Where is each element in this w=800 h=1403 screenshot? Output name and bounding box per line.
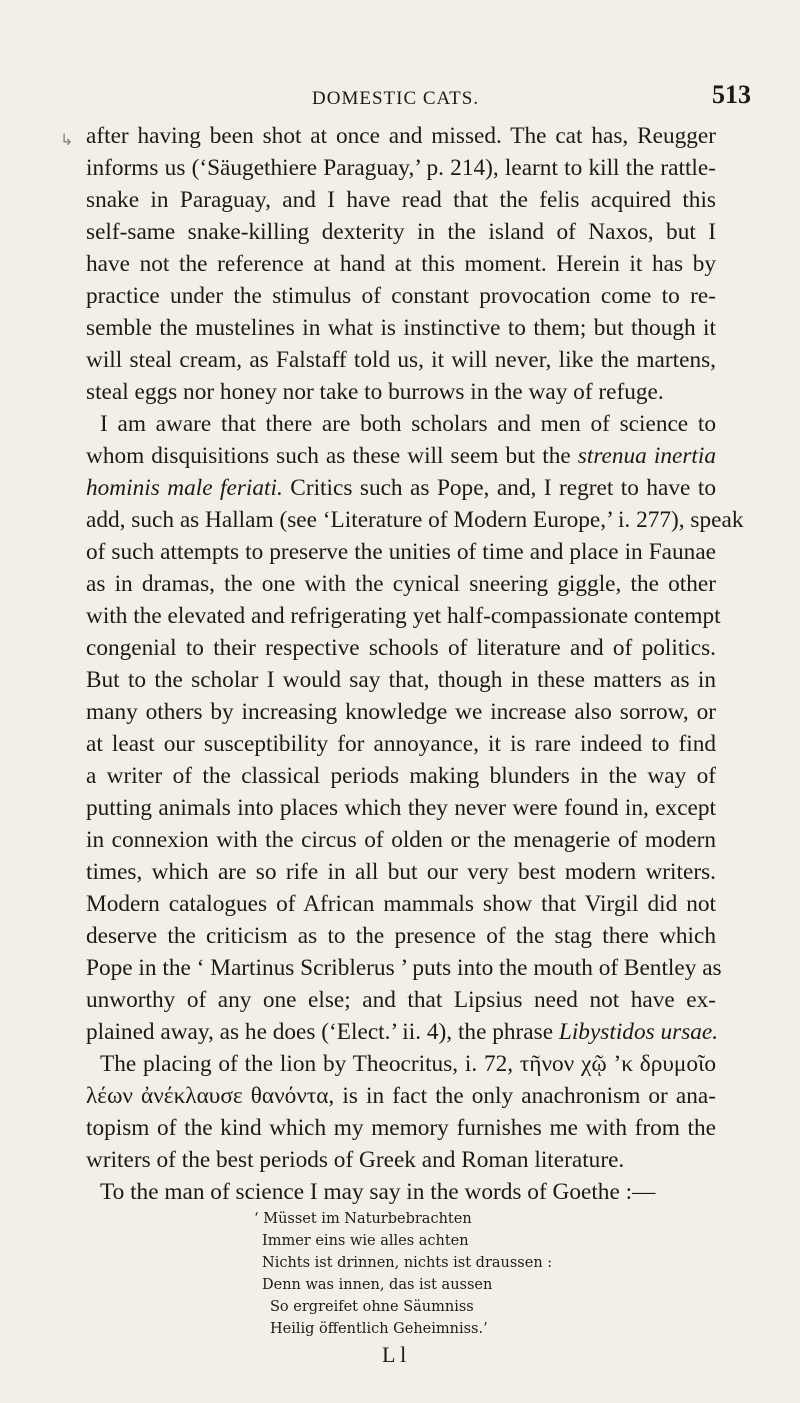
text-line: congenial to their respective schools of literature and of politics.	[86, 635, 716, 661]
text-line: whom disquisitions such as these will seem but the strenua inertia	[86, 443, 716, 469]
verse-line: Heilig öffentlich Geheimniss.’	[270, 1321, 488, 1337]
text-line: plained away, as he does (‘Elect.’ ii. 4), the phrase Libystidos ursae.	[86, 1019, 719, 1045]
text-line: a writer of the classical periods making blunders in the way of	[86, 763, 716, 789]
text-line: many others by increasing knowledge we increase also sorrow, or	[86, 699, 716, 725]
text-line: hominis male feriati. Critics such as Pope, and, I regret to have to	[86, 475, 716, 501]
text-line: putting animals into places which they never were found in, except	[86, 795, 716, 821]
verse-line: Denn was innen, das ist aussen	[262, 1277, 493, 1293]
text-line: I am aware that there are both scholars and men of science to	[100, 411, 716, 437]
text-line: as in dramas, the one with the cynical sneering giggle, the other	[86, 571, 716, 597]
verse-line: So ergreifet ohne Säumniss	[270, 1299, 474, 1315]
text-line: have not the reference at hand at this moment. Herein it has by	[86, 251, 716, 277]
verse-line: Nichts ist drinnen, nichts ist draussen :	[262, 1255, 553, 1271]
text-line: snake in Paraguay, and I have read that the felis acquired this	[86, 187, 716, 213]
text-line: deserve the criticism as to the presence of the stag there which	[86, 923, 716, 949]
text-line: The placing of the lion by Theocritus, i. 72, τῆνον χῷ ’κ δρυμοῖο	[100, 1051, 716, 1077]
text-line: of such attempts to preserve the unities of time and place in Faunae	[86, 539, 716, 565]
text-line: Pope in the ‘ Martinus Scriblerus ’ puts into the mouth of Bentley as	[86, 955, 722, 981]
text-line: self-same snake-killing dexterity in the island of Naxos, but I	[86, 219, 716, 245]
text-line: add, such as Hallam (see ‘Literature of Modern Europe,’ i. 277), speak	[86, 507, 744, 533]
text-line: unworthy of any one else; and that Lipsius need not have ex-	[86, 987, 716, 1013]
text-line: But to the scholar I would say that, though in these matters as in	[86, 667, 716, 693]
text-line: after having been shot at once and missed. The cat has, Reugger	[86, 123, 716, 149]
page-number: 513	[712, 80, 751, 109]
text-line: informs us (‘Säugethiere Paraguay,’ p. 214), learnt to kill the rattle-	[86, 155, 716, 181]
margin-mark: ↳	[60, 130, 74, 149]
text-line: Modern catalogues of African mammals show that Virgil did not	[86, 891, 716, 917]
running-head: DOMESTIC CATS.	[312, 88, 480, 109]
text-line: practice under the stimulus of constant provocation come to re-	[86, 283, 716, 309]
text-line: topism of the kind which my memory furnishes me with from the	[86, 1115, 716, 1141]
text-line: at least our susceptibility for annoyance, it is rare indeed to find	[86, 731, 716, 757]
text-line: To the man of science I may say in the words of Goethe :—	[100, 1179, 656, 1205]
verse-line: Immer eins wie alles achten	[262, 1233, 469, 1249]
page-header	[0, 80, 800, 114]
text-line: steal eggs nor honey nor take to burrows in the way of refuge.	[86, 379, 664, 405]
text-line: times, which are so rife in all but our very best modern writers.	[86, 859, 716, 885]
text-line: will steal cream, as Falstaff told us, it will never, like the martens,	[86, 347, 716, 373]
text-line: λέων ἀνέκλαυσε θανόντα, is in fact the only anachronism or ana-	[86, 1083, 716, 1109]
text-line: writers of the best periods of Greek and Roman literature.	[86, 1147, 625, 1173]
text-line: semble the mustelines in what is instinctive to them; but though it	[86, 315, 716, 341]
verse-line: ‘ Müsset im Naturbebrachten	[254, 1211, 472, 1227]
text-line: in connexion with the circus of olden or the menagerie of modern	[86, 827, 716, 853]
text-line: with the elevated and refrigerating yet half-compassionate contempt	[86, 603, 721, 629]
signature-mark: L l	[382, 1342, 407, 1367]
